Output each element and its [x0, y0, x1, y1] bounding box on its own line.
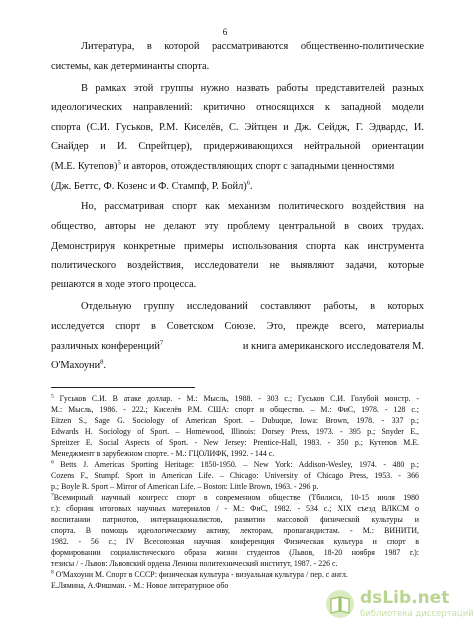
- footnote-line: формировании социалистического образа жизни студентов (Львов, 18-20 ноября 1987 г.):: [51, 548, 419, 557]
- footnote-number: 8: [51, 569, 54, 576]
- watermark-subtitle: библиотека диссертаций: [360, 609, 474, 619]
- text-segment: различных конференций: [51, 341, 160, 352]
- footnote-ref: 5: [117, 159, 121, 167]
- footnote-line: Менеджмент в зарубежном спорте. - М.: ГЦОЛИФК, 1992. - 144 с.: [51, 449, 275, 458]
- text-segment: и авторов, отождествляющих спорт с западными ценностями: [120, 161, 395, 172]
- text-segment: и книга американского исследователя М.: [242, 341, 424, 352]
- text-line: общество, авторы не делают эту проблему центральной в своих трудах.: [51, 221, 424, 232]
- text-line: В рамках этой группы нужно назвать работы представителей разных: [81, 83, 424, 94]
- text-line: [51, 181, 253, 193]
- footnote-line: спорта. В помощь идеологическому активу, лекторам, пропагандистам. - М.: ВИНИТИ,: [51, 526, 419, 535]
- footnote-line: тезисы / - Львов: Львовский ордена Ленина политехнический институт, 1987. - 226 с.: [51, 559, 338, 568]
- watermark-brand: dsLib.net: [360, 588, 450, 608]
- footnote-line: p.; Boyle R. Sport – Mirror of American Life. – Boston: Little Brown, 1963. - 296 p.: [51, 482, 319, 491]
- text-line: Но, рассматривая спорт как механизм политического воздействия на: [81, 201, 424, 212]
- text-line: исследуется спорт в Советском Союзе. Это, прежде всего, материалы: [51, 321, 424, 332]
- text-line: решаются в ходе этого процесса.: [51, 279, 197, 290]
- book-icon: [324, 589, 356, 619]
- text-line: [51, 360, 106, 372]
- footnote-line: Edwards H. Sociology of Sport. – Homewood, Illinois: Dorsey Press, 1973. - 395 p.; Snyder E.,: [51, 427, 419, 436]
- footnote-text: Гуськов С.И. В атаке доллар. - М.: Мысль, 1988. - 303 с.; Гуськов С.И. Голубой монстр. -: [53, 394, 419, 403]
- footnote-number: 7: [51, 492, 54, 499]
- footnote-5: [51, 394, 419, 403]
- text-segment: .: [250, 181, 253, 192]
- text-segment: [51, 341, 163, 353]
- footnote-8: [51, 570, 348, 579]
- text-line: системы, как детерминанты спорта.: [51, 61, 210, 72]
- footnote-ref: 8: [100, 358, 104, 366]
- footnote-line: М.: Мысль, 1986. - 222.; Киселёв Р.М. США: спорт и общество. – М.: ФиС, 1978. - 128 с.;: [51, 405, 419, 414]
- watermark: [324, 588, 474, 620]
- footnote-line: Eitzen S., Sage G. Sociology of American Sport. – Dubuque, Iowa: Brown, 1978. - 337 p.;: [51, 416, 419, 425]
- footnote-line: воспитании патриотов, интернационалистов, развитии массовой физической культуры и: [51, 515, 419, 524]
- footnote-line: г.): сборник итоговых научных материалов / - М.: ФиС, 1982. - 534 с.; XIX съезд ВЛКСМ о: [51, 504, 419, 513]
- text-line: Литература, в которой рассматриваются общественно-политические: [81, 41, 424, 52]
- text-segment: .: [103, 360, 107, 371]
- page-number: 6: [222, 27, 228, 37]
- footnote-line: Е.Лямина, А.Фишман. - М.: Новое литературное обо: [51, 581, 229, 590]
- text-segment: (М.Е. Кутепов): [51, 161, 118, 172]
- footnote-ref: 7: [159, 339, 164, 347]
- text-line: Демонстрируя конкретные примеры использования спорта как инструмента: [51, 241, 424, 252]
- footnote-number: 6: [51, 459, 54, 466]
- footnote-line: Spreitzer E. Social Aspects of Sport. - New Jersey: Prentice-Hall, 1983. - 350 p.; Кутепов М.Е.: [51, 438, 419, 447]
- footnote-text: Betts J. Americas Sporting Heritage: 1850-1950. – New York: Addison-Wesley, 1974. - 480 p.;: [53, 460, 419, 469]
- text-line: идеологических направлений: критично относящихся к западной модели: [51, 102, 424, 113]
- text-line: политического воздействия, исследователи не выявляют задачи, которые: [51, 260, 424, 271]
- footnote-number: 5: [51, 393, 54, 400]
- footnote-text: Всемирный научный конгресс спорт в современном обществе (Тбилиси, 10-15 июля 1980: [53, 493, 419, 502]
- text-line: спорта (С.И. Гуськов, Р.М. Киселёв, С. Эйтцен и Дж. Сейдж, Г. Эдвардс, И.: [51, 122, 424, 133]
- text-segment: (Дж. Беттс, Ф. Козенс и Ф. Стампф, Р. Бойл): [51, 181, 247, 192]
- footnote-text: О'Махоуни М. Спорт в СССР: физическая культура - визуальная культура / пер. с англ.: [53, 570, 348, 579]
- text-segment: О'Махоуни: [51, 360, 101, 371]
- text-line: [51, 341, 424, 353]
- text-line: Снайдер и И. Спрейтцер), придерживающихся нейтральной ориентации: [51, 141, 424, 152]
- footnote-line: 1982. - 56 с.; IV Всесоюзная научная конференция Физическая культура и спорт в: [51, 537, 419, 546]
- footnote-divider: [51, 387, 195, 388]
- footnote-ref: 6: [246, 179, 251, 187]
- footnote-7: [51, 493, 419, 502]
- footnote-line: Cozens F., Stumpf. Sport in American Life. – Chicago: University of Chicago Press, 1953. - 366: [51, 471, 419, 480]
- footnote-6: [51, 460, 419, 469]
- text-line: Отдельную группу исследований составляют работы, в которых: [81, 301, 424, 312]
- text-line: [51, 161, 394, 173]
